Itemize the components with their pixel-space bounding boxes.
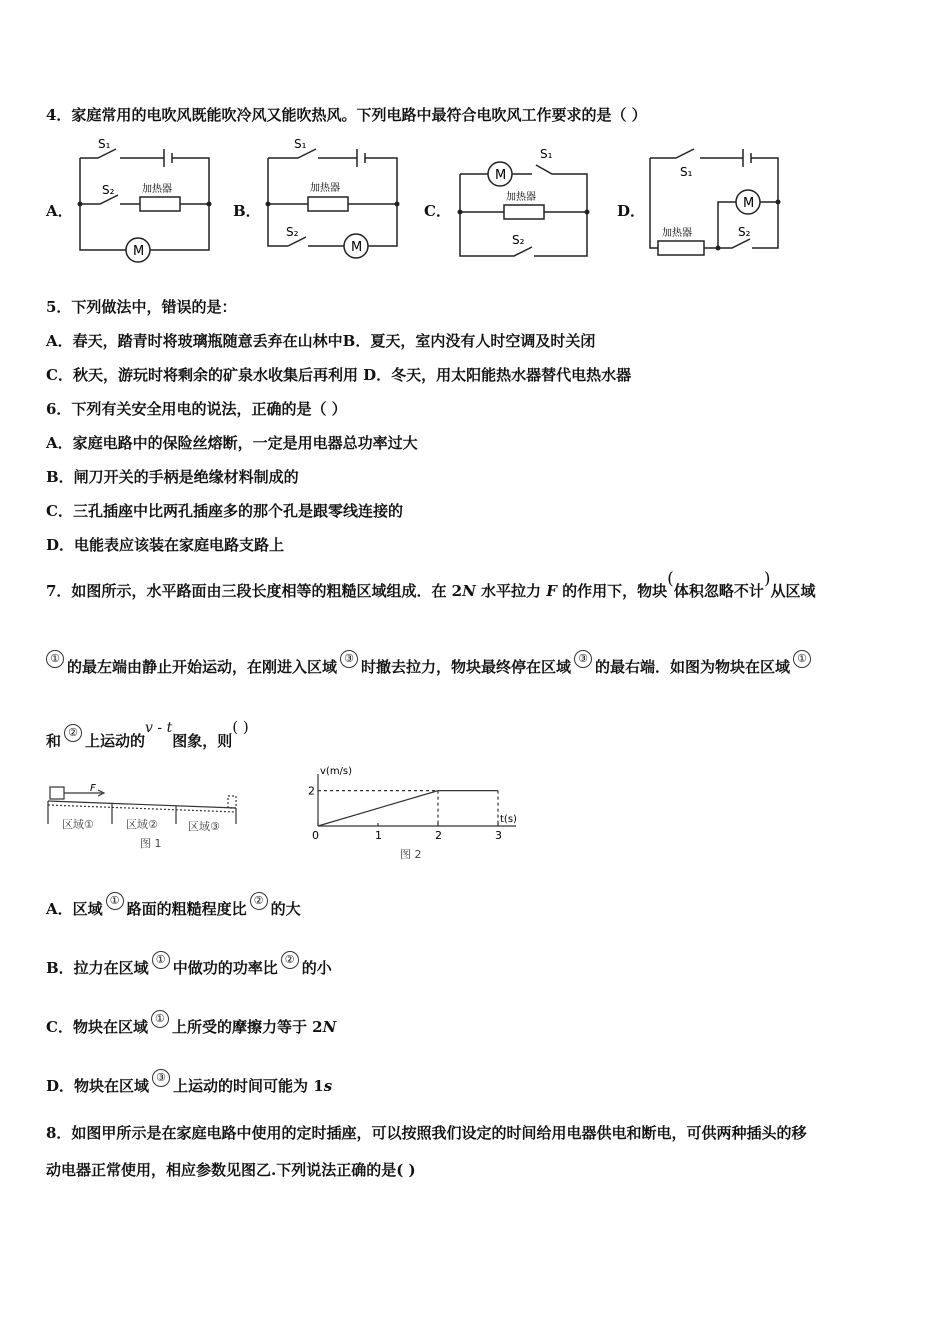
- block-object: [50, 787, 64, 799]
- circuit-c-motor: M: [495, 168, 507, 183]
- q6-option-d[interactable]: D．电能表应该装在家庭电路支路上: [46, 536, 285, 554]
- q7-option-a[interactable]: A．区域 ① 路面的粗糙程度比 ② 的大: [46, 894, 301, 918]
- q4-option-a-label[interactable]: A．: [46, 202, 73, 220]
- q7-vt-chart: [300, 766, 530, 861]
- q5-options-cd[interactable]: C．秋天，游玩时将剩余的矿泉水收集后再利用 D．冬天，用太阳能热水器替代电热水器: [46, 366, 632, 384]
- y-axis-label: v(m/s): [320, 766, 353, 777]
- q7-stem-line3: 和 ② 上运动的v - t图象，则( ): [46, 718, 249, 750]
- q6-option-b[interactable]: B．闸刀开关的手柄是绝缘材料制成的: [46, 468, 299, 486]
- x-tick-label: 2: [435, 829, 442, 842]
- region-2-marker: ②: [64, 724, 82, 742]
- circuit-b-diagram: [262, 138, 402, 264]
- q7-stem-line1: 7．如图所示，水平路面由三段长度相等的粗糙区域组成．在 2N 水平拉力 F 的作用下，物块(体积忽略不计)从区域: [46, 569, 816, 600]
- q4-option-c-label[interactable]: C．: [424, 202, 451, 220]
- q7-option-c[interactable]: C．物块在区域 ① 上所受的摩擦力等于 2N: [46, 1012, 337, 1036]
- circuit-d-diagram: [646, 140, 786, 266]
- q4-stem: 4．家庭常用的电吹风既能吹冷风又能吹热风。下列电路中最符合电吹风工作要求的是（ ）: [46, 106, 647, 124]
- circuit-a-s1: S₁: [98, 137, 111, 151]
- circuit-a-motor: M: [133, 244, 145, 259]
- region-1-marker: ①: [793, 650, 811, 668]
- q4-option-d-label[interactable]: D．: [617, 202, 646, 220]
- zone3-label: 区域③: [188, 820, 220, 833]
- q8-stem-line1: 8．如图甲所示是在家庭电路中使用的定时插座，可以按照我们设定的时间给用电器供电和断电，可供两种插头的移: [46, 1124, 807, 1142]
- q6-option-c[interactable]: C．三孔插座中比两孔插座多的那个孔是跟零线连接的: [46, 502, 403, 520]
- figure1-caption: 图 1: [140, 837, 162, 850]
- circuit-a-s2: S₂: [102, 183, 115, 197]
- x-axis-label: t(s): [500, 814, 517, 825]
- velocity-series-line: [318, 791, 498, 826]
- x-tick-label: 1: [375, 829, 382, 842]
- region-3-marker: ③: [574, 650, 592, 668]
- force-label: F: [90, 783, 96, 794]
- x-tick-label: 3: [495, 829, 502, 842]
- circuit-c-s1: S₁: [540, 147, 553, 161]
- q5-options-ab[interactable]: A．春天，踏青时将玻璃瓶随意丢弃在山林中B．夏天，室内没有人时空调及时关闭: [46, 332, 596, 350]
- circuit-c-heater: 加热器: [506, 192, 536, 203]
- q8-stem-line2: 动电器正常使用，相应参数见图乙.下列说法正确的是( ): [46, 1161, 416, 1179]
- region-3-marker: ③: [340, 650, 358, 668]
- q7-figure1: [46, 784, 246, 850]
- q7-option-b[interactable]: B．拉力在区域 ① 中做功的功率比 ② 的小: [46, 953, 332, 977]
- circuit-d-s2: S₂: [738, 225, 751, 239]
- zone2-label: 区域②: [126, 818, 158, 831]
- circuit-b-motor: M: [351, 240, 363, 255]
- circuit-c-s2: S₂: [512, 233, 525, 247]
- q7-stem-line2: ① 的最左端由静止开始运动，在刚进入区域 ③ 时撤去拉力，物块最终停在区域 ③ 的最右端．如图为物块在区域 ①: [46, 656, 814, 678]
- circuit-a-diagram: [74, 138, 214, 264]
- region-1-marker: ①: [46, 650, 64, 668]
- circuit-b-s2: S₂: [286, 225, 299, 239]
- circuit-d-motor: M: [743, 196, 755, 211]
- q6-stem: 6．下列有关安全用电的说法，正确的是（ ）: [46, 400, 347, 418]
- circuit-a-heater: 加热器: [142, 184, 172, 195]
- x-tick-label: 0: [312, 829, 319, 842]
- q7-option-d[interactable]: D．物块在区域 ③ 上运动的时间可能为 1s: [46, 1071, 333, 1095]
- circuit-b-heater: 加热器: [310, 183, 340, 194]
- q5-stem: 5．下列做法中，错误的是：: [46, 298, 237, 316]
- q4-option-b-label[interactable]: B．: [233, 202, 261, 220]
- circuit-d-s1: S₁: [680, 165, 693, 179]
- y-tick-label: 2: [308, 784, 315, 798]
- circuit-c-diagram: [454, 140, 594, 266]
- circuit-b-s1: S₁: [294, 137, 307, 151]
- q6-option-a[interactable]: A．家庭电路中的保险丝熔断，一定是用电器总功率过大: [46, 434, 418, 452]
- zone1-label: 区域①: [62, 818, 94, 831]
- figure2-caption: 图 2: [400, 848, 422, 861]
- circuit-d-heater: 加热器: [662, 228, 692, 239]
